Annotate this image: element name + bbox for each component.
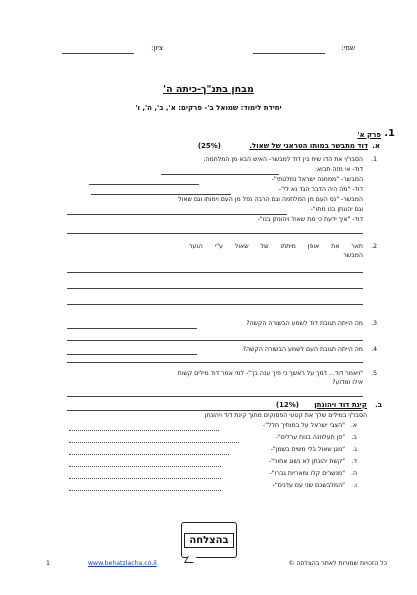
speech-bubble-tail-icon bbox=[184, 556, 197, 563]
part-b-item-letter: ה. bbox=[350, 470, 357, 477]
behatzlacha-logo bbox=[181, 522, 237, 558]
answer-line[interactable] bbox=[67, 288, 363, 289]
answer-line[interactable] bbox=[69, 430, 219, 431]
part-b-item-text: "המלבשכם שני עם עדנים"- bbox=[272, 482, 345, 489]
answer-line[interactable] bbox=[67, 233, 363, 234]
answer-line[interactable] bbox=[69, 466, 221, 467]
answer-line[interactable] bbox=[69, 478, 221, 479]
answer-line[interactable] bbox=[69, 490, 221, 491]
q1-line: דוד- אי מזה תבוא: bbox=[314, 166, 363, 173]
part-b-title: קינת דוד ויהונתן bbox=[314, 401, 367, 409]
part-b-item-text: "מגן שאול בלי משיח בשמן"- bbox=[270, 446, 345, 453]
footer-copyright: כל הזכויות שמורות לאתר בהצלחה © bbox=[288, 560, 387, 567]
part-b-weight: (12%) bbox=[275, 401, 299, 409]
q1-number: 1. bbox=[371, 156, 377, 163]
answer-line[interactable] bbox=[67, 272, 363, 273]
answer-line[interactable] bbox=[67, 396, 363, 397]
answer-line[interactable] bbox=[67, 354, 197, 355]
q3-text: מה הייתה תגובת דוד לשמע הבשורה הקשה? bbox=[246, 320, 363, 327]
footer-url-link[interactable]: www.behatzlacha.co.il bbox=[88, 560, 157, 567]
page-number: 1 bbox=[46, 560, 50, 567]
answer-line[interactable] bbox=[67, 410, 363, 411]
part-b-item-letter: ד. bbox=[351, 458, 357, 465]
part-b-item-text: "מנשרים קלו ומאריות גברו"- bbox=[269, 470, 345, 477]
part-b-item-text: "פן תעלוזנה בנות ערלים"- bbox=[275, 434, 345, 441]
answer-line[interactable] bbox=[69, 442, 239, 443]
part-b-item-letter: א. bbox=[350, 422, 357, 429]
answer-line[interactable] bbox=[89, 184, 199, 185]
q3-number: 3. bbox=[371, 320, 377, 327]
unit-subtitle: יחידת לימוד: שמואל ב'- פרקים: א', ב', ה', ו' bbox=[135, 104, 282, 112]
grade-label: ציון: bbox=[151, 44, 163, 52]
grade-field[interactable] bbox=[62, 53, 134, 54]
part-b-intro: הסבר/י במילים שלך את קטעי הפסוקים מתוך קינת דוד ויהונתן bbox=[204, 412, 367, 419]
q5-text-cont: אילו ומדוע? bbox=[332, 379, 363, 386]
part-b-item-letter: ב. bbox=[351, 434, 357, 441]
part-b-item-letter: ו. bbox=[353, 482, 357, 489]
answer-line[interactable] bbox=[67, 328, 197, 329]
name-label: שמי: bbox=[341, 44, 355, 52]
answer-line[interactable] bbox=[67, 214, 287, 215]
name-field[interactable] bbox=[253, 53, 325, 54]
q1-line: וגם יהונתן בנו מתו"- bbox=[310, 206, 363, 213]
answer-line[interactable] bbox=[91, 194, 231, 195]
part-b-item-letter: ג. bbox=[352, 446, 357, 453]
section-number: 1. bbox=[384, 128, 395, 139]
q2-text: תאר את אופן מיתתו של שאול ע"י הנער bbox=[188, 243, 363, 250]
page-title: מבחן בתנ"ך-כיתה ה' bbox=[163, 84, 254, 95]
part-b-letter: ב. bbox=[375, 401, 382, 409]
part-a-letter: א. bbox=[372, 142, 380, 150]
part-b-item-text: "קשת יהונתן לא נשוג אחור"- bbox=[268, 458, 345, 465]
q2-number: 2. bbox=[371, 243, 377, 250]
answer-line[interactable] bbox=[67, 362, 363, 363]
part-a-title: דוד מתבשר במותו הטראגי של שאול. bbox=[249, 142, 368, 150]
q2-text-cont: המבשר bbox=[343, 252, 363, 259]
q1-line: דוד- "איך ידעת כי מת שאול ויהונתן בנו"- bbox=[257, 216, 363, 223]
q5-number: 5. bbox=[371, 370, 377, 377]
q1-line: דוד- "מה היה הדבר הגד נא לי"- bbox=[278, 186, 363, 193]
q1-line: המבשר- "נס העם מן המלחמה וגם הרבה נפל מן העם וימותו וגם שאול bbox=[178, 196, 363, 203]
q4-number: 4. bbox=[371, 346, 377, 353]
logo-text: בהצלחה bbox=[184, 533, 233, 548]
q4-text: מה הייתה תגובת העם לשמע הבשורה הקשה? bbox=[242, 346, 363, 353]
q1-line: הסבר/י את הדו שיח בין דוד למבשר- האיש הבא מן המלחמה: bbox=[203, 156, 363, 163]
answer-line[interactable] bbox=[67, 304, 363, 305]
q1-line: המבשר- "ממחנה ישראל נמלטתי"- bbox=[271, 176, 363, 183]
part-a-weight: (25%) bbox=[197, 142, 221, 150]
answer-line[interactable] bbox=[69, 454, 229, 455]
answer-line[interactable] bbox=[67, 340, 363, 341]
answer-line[interactable] bbox=[161, 174, 279, 175]
section-heading: פרק א' bbox=[357, 131, 381, 139]
part-b-item-text: "הצבי ישראל על במותיך חלל"- bbox=[262, 422, 345, 429]
q5-text: "ויאמר דוד... דמך על ראשך כי פיך ענה בך"- למי אמר דוד מילים קשות bbox=[177, 370, 363, 377]
